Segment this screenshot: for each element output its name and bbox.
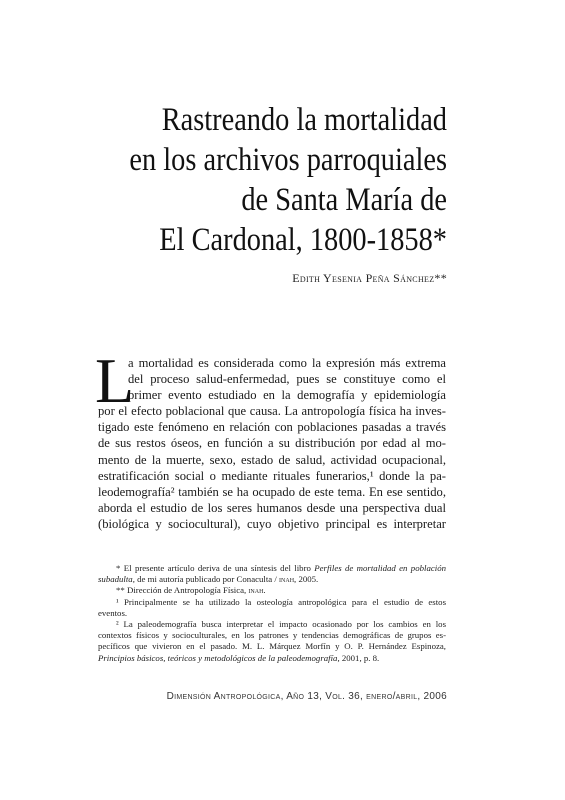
footnote-text: ** Dirección de Antropología Física, [116, 585, 249, 596]
footnote-line: eventos. [98, 607, 128, 618]
title-line: Rastreando la mortalidad [161, 102, 447, 138]
body-line: estratificación social o mediante rituales funerarios,¹ donde la pa- [98, 468, 446, 483]
body-text [95, 345, 446, 532]
title-line: en los archivos parroquiales [129, 142, 447, 178]
footnote-text: * El presente artículo deriva de una síntesis del libro [116, 563, 315, 573]
article-title [120, 100, 447, 260]
body-line: de sus restos óseos, en función a su distribución por edad al mo- [98, 436, 446, 451]
footnote-line: pecíficos que vivieron en el pasado. M. L. Márquez Morfín y O. P. Hernández Espinoza, [98, 641, 446, 652]
footnote-line [98, 574, 446, 585]
footnote-text: , 2005. [294, 574, 319, 585]
footnote-text: , de mi autoría publicado por Conaculta / [132, 574, 280, 585]
body-line: primer evento estudiado en la demografía y epidemiología [128, 388, 446, 403]
footnote-line [98, 653, 446, 664]
body-line: (biológica y sociocultural), cuyo objetivo principal es interpretar [98, 516, 446, 531]
footnote-text: inah [279, 574, 295, 585]
body-line: mento de la muerte, sexo, estado de salud, actividad ocupacional, [98, 452, 446, 467]
footnote-line: contextos físicos y socioculturales, en los patrones y tendencias demográficas de grupos es- [98, 630, 446, 641]
footnote-text: , 2001, p. 8. [337, 652, 380, 663]
journal-footer: Dimensión Antropológica, Año 13, Vol. 36, enero/abril, 2006 [166, 691, 447, 702]
author-name: Edith Yesenia Peña Sánchez** [292, 271, 447, 285]
footnote-book-title: Perfiles de mortalidad en población [314, 563, 446, 573]
drop-cap: L [95, 345, 135, 416]
body-line: del proceso salud-enfermedad, pues se constituye como el [128, 372, 446, 387]
footnote-line [116, 585, 446, 596]
footnote-book-title: subadulta [98, 574, 133, 585]
footnotes [98, 563, 446, 664]
title-line: El Cardonal, 1800-1858* [159, 222, 447, 258]
body-line: tigado este fenómeno en relación con poblaciones pasadas a través [98, 420, 446, 435]
footnote-text: inah [248, 585, 264, 596]
footnote-line: ² La paleodemografía busca interpretar el impacto ocasionado por los cambios en los [116, 619, 446, 630]
footnote-line [116, 563, 446, 574]
title-line: de Santa María de [241, 182, 447, 218]
body-line: leodemografía² también se ha ocupado de este tema. En ese sentido, [98, 484, 446, 499]
footnote-book-title: Principios básicos, teóricos y metodológicos de la paleodemografía [98, 652, 338, 663]
body-line: por el efecto poblacional que causa. La antropología física ha inves- [98, 404, 446, 419]
footnote-text: . [263, 585, 266, 596]
body-line: a mortalidad es considerada como la expresión más extrema [128, 356, 446, 370]
body-line: aborda el estudio de los seres humanos desde una perspectiva dual [98, 500, 446, 515]
footnote-line: ¹ Principalmente se ha utilizado la osteología antropológica para el estudio de estos [116, 596, 446, 607]
